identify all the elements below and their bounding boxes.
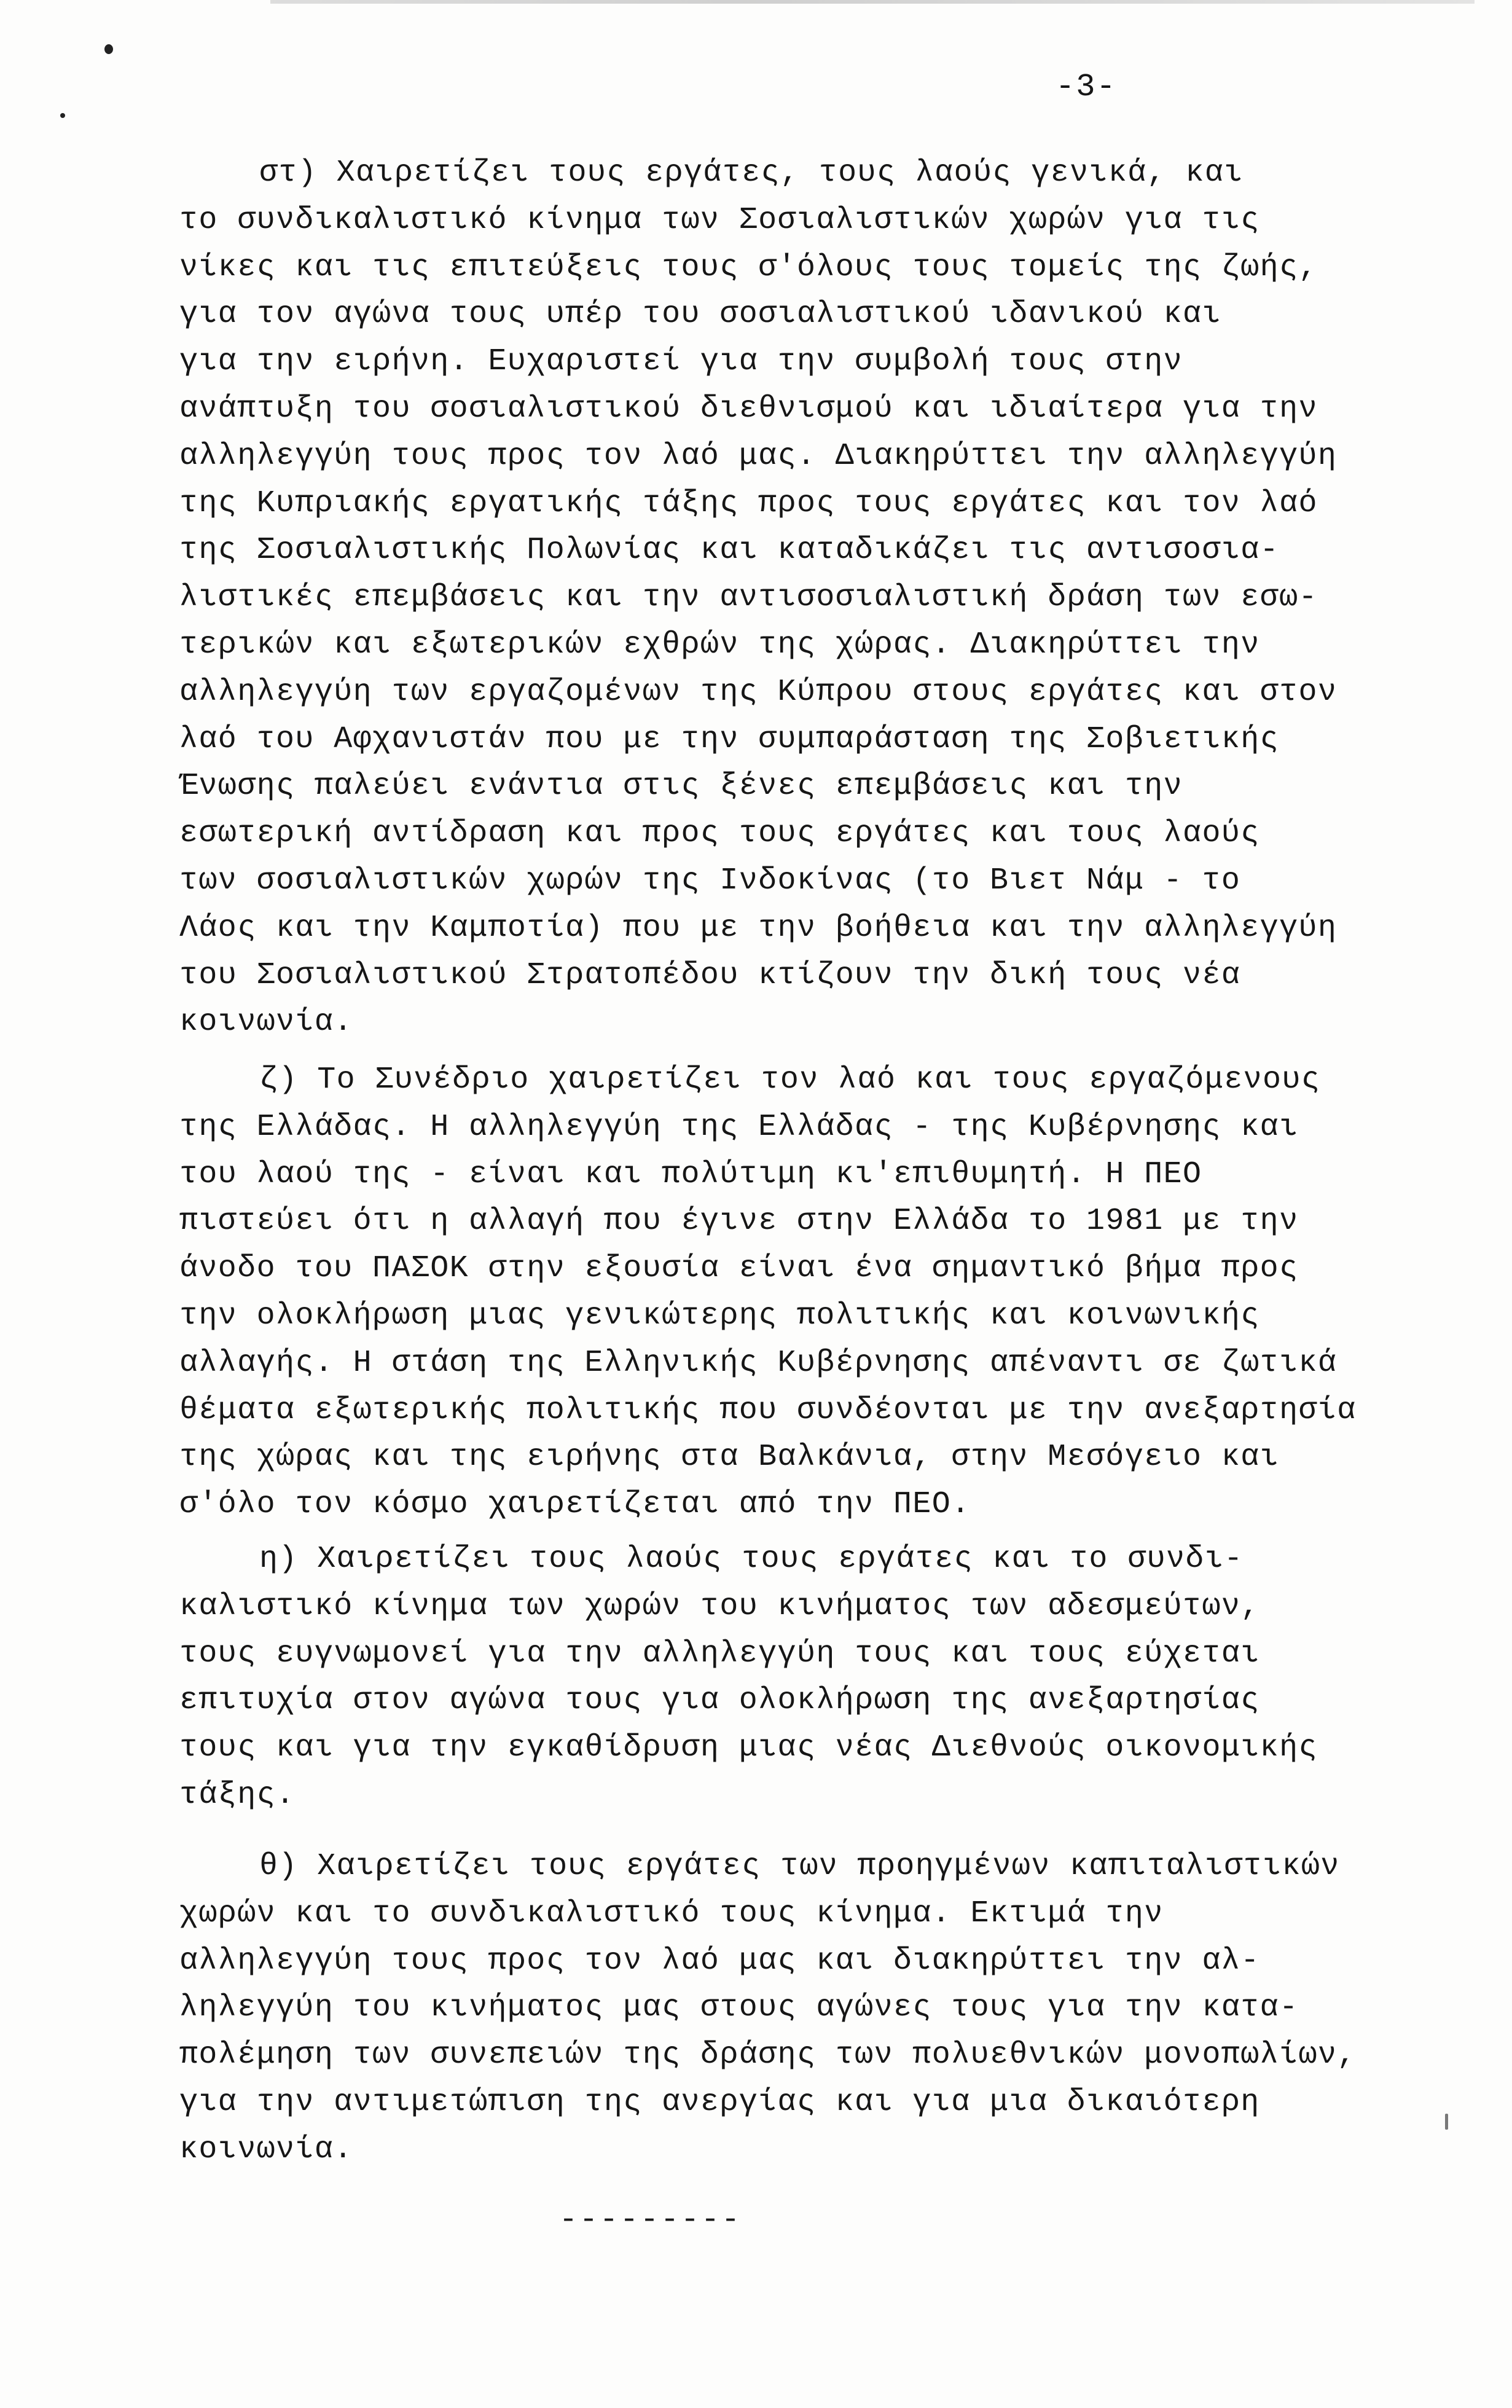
paragraph-line: αλλαγής. Η στάση της Ελληνικής Κυβέρνησης απέναντι σε ζωτικά	[179, 1345, 1338, 1381]
paragraph-i	[179, 1536, 1322, 1819]
paragraph-line: κοινωνία.	[179, 2132, 353, 2167]
paragraph-line: της Ελλάδας. Η αλληλεγγύη της Ελλάδας - της Κυβέρνησης και	[179, 1109, 1299, 1145]
paragraph-line: λαό του Αφχανιστάν που με την συμπαράσταση της Σοβιετικής	[179, 721, 1280, 757]
paragraph-line: του Σοσιαλιστικού Στρατοπέδου κτίζουν την δική τους νέα	[179, 957, 1241, 993]
scan-speck	[104, 44, 113, 54]
paragraph-z	[179, 1057, 1357, 1529]
paragraph-line: καλιστικό κίνημα των χωρών του κινήματος των αδεσμεύτων,	[179, 1588, 1260, 1624]
paragraph-line: άνοδο του ΠΑΣΟΚ στην εξουσία είναι ένα σημαντικό βήμα προς	[179, 1251, 1299, 1287]
paragraph-line: του λαού της - είναι και πολύτιμη κι'επιθυμητή. Η ΠΕΟ	[179, 1156, 1202, 1192]
paragraph-line: νίκες και τις επιτεύξεις τους σ'όλους τους τομείς της ζωής,	[179, 249, 1318, 285]
paragraph-line: τους ευγνωμονεί για την αλληλεγγύη τους και τους εύχεται	[179, 1636, 1260, 1671]
paragraph-line: για την ειρήνη. Ευχαριστεί για την συμβολή τους στην	[179, 344, 1183, 380]
paragraph-line: επιτυχία στον αγώνα τους για ολοκλήρωση της ανεξαρτησίας	[179, 1683, 1260, 1719]
paragraph-line: για τον αγώνα τους υπέρ του σοσιαλιστικού ιδανικού και	[179, 297, 1221, 332]
paragraph-line: θέματα εξωτερικής πολιτικής που συνδέονται με την ανεξαρτησία	[179, 1392, 1357, 1428]
scan-top-edge	[270, 0, 1475, 4]
paragraph-line: το συνδικαλιστικό κίνημα των Σοσιαλιστικών χωρών για τις	[179, 202, 1260, 238]
paragraph-line: χωρών και το συνδικαλιστικό τους κίνημα. Εκτιμά την	[179, 1896, 1164, 1931]
paragraph-line: τερικών και εξωτερικών εχθρών της χώρας. Διακηρύττει την	[179, 627, 1260, 662]
paragraph-line: θ) Χαιρετίζει τους εργάτες των προηγμένων καπιταλιστικών	[259, 1849, 1340, 1884]
paragraph-line: ανάπτυξη του σοσιαλιστικού διεθνισμού και ιδιαίτερα για την	[179, 391, 1318, 426]
scan-speck	[60, 113, 65, 118]
paragraph-line: των σοσιαλιστικών χωρών της Ινδοκίνας (το Βιετ Νάμ - το	[179, 863, 1241, 898]
paragraph-th	[179, 1843, 1357, 2174]
end-rule: ---------	[559, 2203, 742, 2238]
paragraph-line: στ) Χαιρετίζει τους εργάτες, τους λαούς γενικά, και	[259, 155, 1244, 190]
paragraph-line: Ένωσης παλεύει ενάντια στις ξένες επεμβάσεις και την	[179, 769, 1183, 804]
paragraph-line: την ολοκλήρωση μιας γενικώτερης πολιτικής και κοινωνικής	[179, 1298, 1260, 1333]
paragraph-line: η) Χαιρετίζει τους λαούς τους εργάτες και το συνδι-	[259, 1542, 1244, 1577]
paragraph-line: εσωτερική αντίδραση και προς τους εργάτες και τους λαούς	[179, 816, 1260, 852]
paragraph-line: αλληλεγγύη των εργαζομένων της Κύπρου στους εργάτες και στον	[179, 674, 1338, 710]
paragraph-line: ληλεγγύη του κινήματος μας στους αγώνες τους για την κατα-	[179, 1990, 1299, 2026]
paragraph-line: της Κυπριακής εργατικής τάξης προς τους εργάτες και τον λαό	[179, 485, 1318, 521]
paragraph-line: αλληλεγγύη τους προς τον λαό μας. Διακηρύττει την αλληλεγγύη	[179, 438, 1338, 474]
paragraph-line: πιστεύει ότι η αλλαγή που έγινε στην Ελλάδα το 1981 με την	[179, 1204, 1299, 1239]
paragraph-st	[179, 150, 1338, 1046]
paragraph-line: πολέμηση των συνεπειών της δράσης των πολυεθνικών μονοπωλίων,	[179, 2037, 1357, 2073]
paragraph-line: σ'όλο τον κόσμο χαιρετίζεται από την ΠΕΟ.	[179, 1487, 971, 1523]
paragraph-line: αλληλεγγύη τους προς τον λαό μας και διακηρύττει την αλ-	[179, 1943, 1260, 1979]
scan-speck	[1445, 2114, 1448, 2130]
paragraph-line: κοινωνία.	[179, 1005, 353, 1040]
paragraph-line: Λάος και την Καμποτία) που με την βοήθεια και την αλληλεγγύη	[179, 910, 1338, 946]
paragraph-line: λιστικές επεμβάσεις και την αντισοσιαλιστική δράση των εσω-	[179, 580, 1318, 616]
paragraph-line: ζ) Το Συνέδριο χαιρετίζει τον λαό και τους εργαζόμενους	[259, 1062, 1321, 1097]
paragraph-line: για την αντιμετώπιση της ανεργίας και για μια δικαιότερη	[179, 2084, 1260, 2120]
paragraph-line: της Σοσιαλιστικής Πολωνίας και καταδικάζει τις αντισοσια-	[179, 533, 1280, 568]
page-number: -3-	[1056, 69, 1117, 105]
paragraph-line: της χώρας και της ειρήνης στα Βαλκάνια, στην Μεσόγειο και	[179, 1440, 1280, 1475]
paragraph-line: τάξης.	[179, 1777, 296, 1813]
paragraph-line: τους και για την εγκαθίδρυση μιας νέας Διεθνούς οικονομικής	[179, 1730, 1318, 1766]
